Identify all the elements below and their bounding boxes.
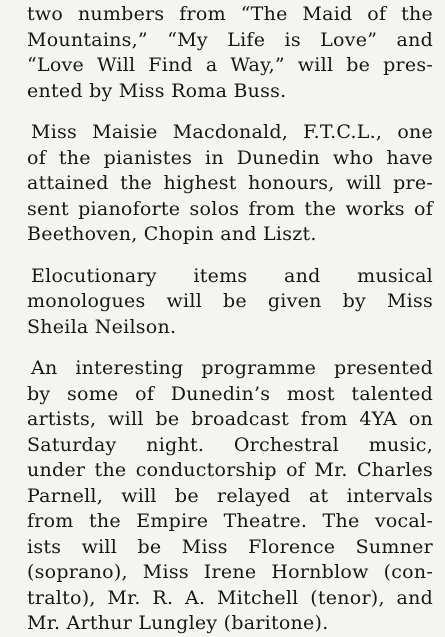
text-line: under the conductorship of Mr. Charles [27,459,433,481]
text-line: Saturday night. Orchestral music, [27,433,433,456]
text-line: of the pianistes in Dunedin who have [27,146,433,169]
text-line: An interesting programme presented [31,357,433,379]
text-line: Beethoven, Chopin and Liszt. [27,223,317,245]
text-line: two numbers from “The Maid of the [27,3,433,25]
text-line: (soprano), Miss Irene Hornblow (con- [27,561,433,583]
text-line: Mountains,” “My Life is Love” and [27,28,433,51]
text-line: ists will be Miss Florence Sumner [27,535,433,558]
text-line: tralto), Mr. R. A. Mitchell (tenor), and [27,586,433,609]
paragraph-maisie-macdonald [27,120,433,248]
text-line: monologues will be given by Miss [27,290,433,312]
text-line: ented by Miss Roma Buss. [27,79,287,102]
text-line: Elocutionary items and musical [31,264,433,287]
text-line: by some of Dunedin’s most talented [27,382,433,405]
text-line: Parnell, will be relayed at intervals [27,484,433,507]
text-line: “Love Will Find a Way,” will be pres- [27,54,433,76]
text-line: Miss Maisie Macdonald, F.T.C.L., one [31,121,433,143]
text-line: from the Empire Theatre. The vocal- [27,510,433,532]
text-line: artists, will be broadcast from 4YA on [27,408,433,430]
paragraph-sheila-neilson [27,264,433,341]
paragraph-roma-buss [27,2,433,104]
text-line: sent pianoforte solos from the works of [27,197,433,220]
text-line: Sheila Neilson. [27,315,177,338]
paragraph-4ya-programme [27,356,433,637]
text-line: Mr. Arthur Lungley (baritone). [27,612,329,634]
text-line: attained the highest honours, will pre- [27,172,433,194]
